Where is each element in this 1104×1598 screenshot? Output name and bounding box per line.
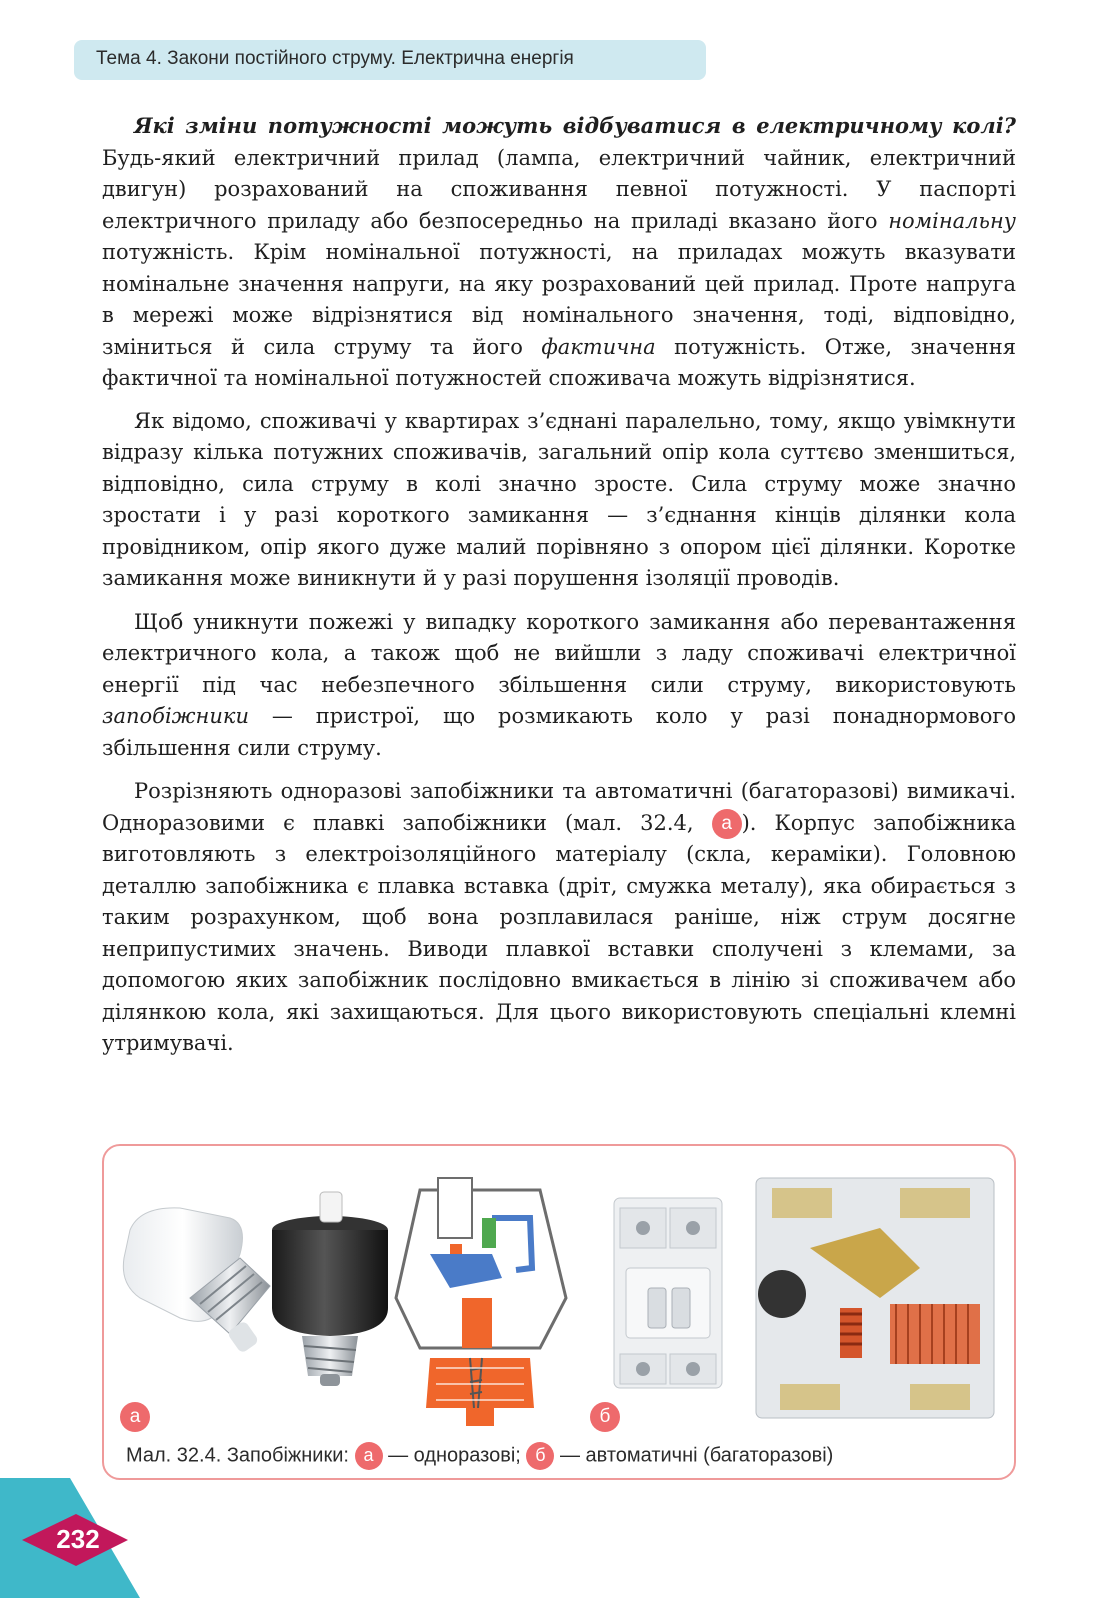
paragraph-1-text-a: Будь-який електричний прилад (лампа, електричний чайник, електричний двигун) розрахований на споживання певної потужності. У паспорті електричного приладу або безпосередньо на приладі вказано його: [102, 145, 1016, 233]
paragraph-3-text-a: Щоб уникнути пожежі у випадку короткого замикання або перевантаження електричного кола, а також щоб не вийшли з ладу споживачі електричної енергії під час небезпечного збільшення сили струму, використовують: [102, 609, 1016, 697]
question-heading: Які зміни потужності можуть відбуватися в електричному колі?: [134, 113, 1016, 138]
paragraph-3: [102, 607, 1016, 765]
section-header: [74, 40, 706, 80]
paragraph-3-text-b: — пристрої, що розмикають коло у разі понаднормового збільшення сили струму.: [102, 704, 1016, 760]
black-fuse-image: [272, 1192, 388, 1386]
term-fuses: запобіжники: [102, 704, 249, 728]
fuses-illustration: [120, 1158, 1000, 1430]
section-title: Тема 4. Закони постійного струму. Електрична енергія: [96, 48, 574, 69]
main-text: [102, 110, 1016, 1072]
term-nominal: номінальну: [888, 208, 1016, 233]
fuse-cross-section-diagram: [396, 1178, 566, 1426]
caption-badge-a: а: [355, 1442, 383, 1470]
caption-text-b: — автоматичні (багаторазові): [554, 1444, 834, 1467]
caption-badge-b: б: [526, 1442, 554, 1470]
figure-badge-a: а: [120, 1402, 150, 1432]
inline-badge-a: а: [712, 809, 742, 839]
page-number: 232: [56, 1524, 100, 1554]
ceramic-fuse-image: [123, 1208, 270, 1354]
caption-prefix: Мал. 32.4. Запобіжники:: [126, 1444, 355, 1467]
figure-caption: [126, 1442, 996, 1470]
paragraph-1-text-c: потужність. Отже, значення фактичної та номінальної потужностей споживача можуть відрізнятися.: [102, 334, 1017, 390]
breaker-internals-image: [756, 1178, 994, 1418]
figure-32-4: [102, 1144, 1016, 1480]
paragraph-4-text-a: Розрізняють одноразові запобіжники та автоматичні (багаторазові) вимикачі. Одноразовими є плавкі запобіжники (мал. 32.4,: [102, 779, 1016, 835]
caption-text-a: — одноразові;: [382, 1444, 527, 1467]
paragraph-4: [102, 776, 1016, 1060]
figure-badge-b: б: [590, 1402, 620, 1432]
paragraph-1-text-b: потужність. Крім номінальної потужності, на приладах можуть вказувати номінальне значення напруги, на яку розрахований цей прилад. Проте напруга в мережі може відрізнятися від номінального значення, тоді, відповідно, зміниться й сила струму та його: [102, 240, 1016, 359]
circuit-breaker-image: [614, 1198, 722, 1388]
paragraph-2: Як відомо, споживачі у квартирах з’єднані паралельно, тому, якщо увімкнути відразу кілька потужних споживачів, загальний опір кола суттєво зменшиться, відповідно, сила струму в колі значно зросте. Сила струму може значно зростати і у разі короткого замикання — з’єднання кінців ділянки кола провідником, опір якого дуже малий порівняно з опором цієї ділянки. Коротке замикання може виникнути й у разі порушення ізоляції проводів.: [102, 408, 1016, 590]
paragraph-1: [102, 110, 1016, 395]
paragraph-4-text-b: ). Корпус запобіжника виготовляють з електроізоляційного матеріалу (скла, кераміки). Головною деталлю запобіжника є плавка вставка (дріт, смужка металу), яка обирається з таким розрахунком, щоб вона розплавилася раніше, ніж струм досягне неприпустимих значень. Виводи плавкої вставки сполучені з клемами, за допомогою яких запобіжник послідовно вмикається в лінію зі споживачем або ділянкою кола, які захищаються. Для цього використовують спеціальні клемні утримувачі.: [102, 810, 1016, 1055]
term-actual: фактична: [541, 334, 656, 359]
